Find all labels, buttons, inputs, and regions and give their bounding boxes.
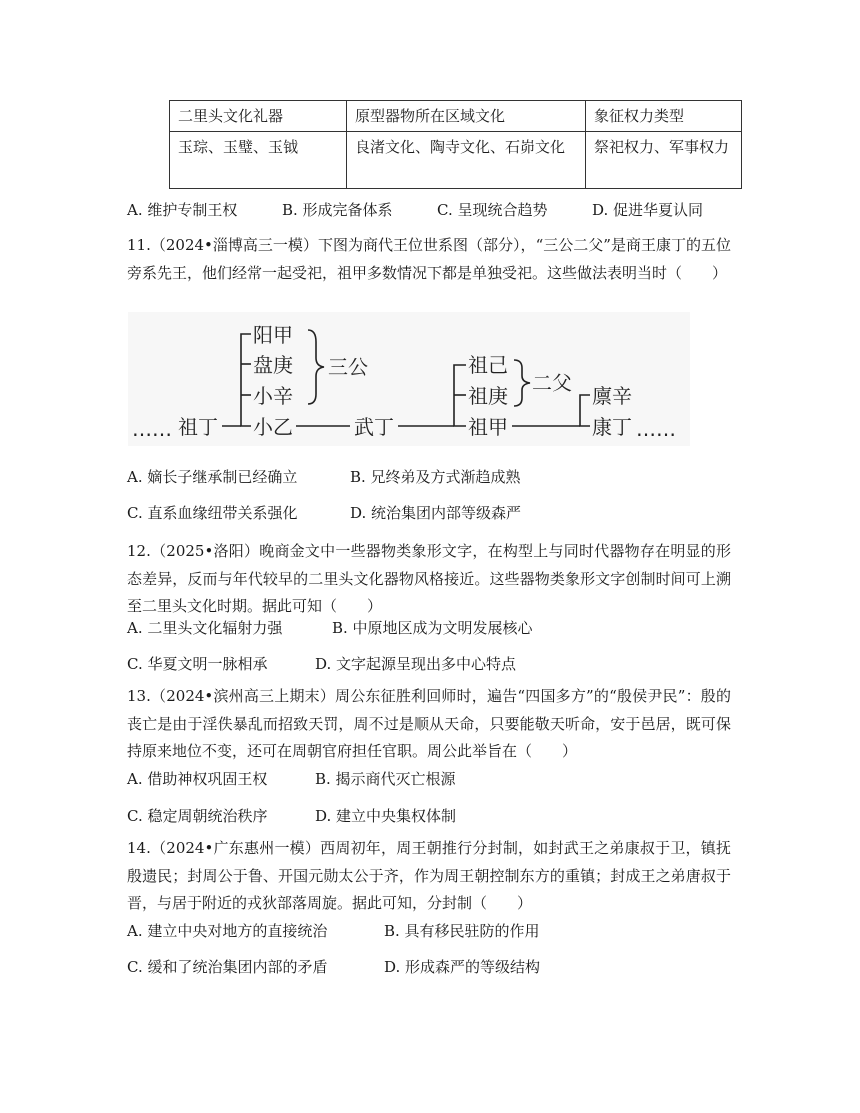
question-14-text: 14.（2024•广东惠州一模）西周初年，周王朝推行分封制，如封武王之弟康叔于卫，镇抚殷遗民；封周公于鲁、开国元勋太公于齐，作为周王朝控制东方的重镇；封成王之弟唐叔于晋，与居于附近的戎狄部落周旋。据此可知，分封制（ ） — [127, 839, 731, 912]
succession-diagram — [128, 312, 690, 446]
table-header-cell: 象征权力类型 — [586, 101, 742, 132]
king-xiaoyi: 小乙 — [253, 415, 293, 439]
option-c[interactable]: C. 直系血缘纽带关系强化 — [127, 504, 298, 522]
option-b[interactable]: B. 具有移民驻防的作用 — [384, 922, 540, 940]
king-zuji: 祖己 — [468, 353, 508, 377]
king-kangding: 康丁 — [592, 415, 632, 439]
q14-options-row1 — [127, 920, 540, 941]
q13-options-row2 — [127, 805, 456, 826]
option-a[interactable]: A. 嫡长子继承制已经确立 — [127, 468, 298, 486]
q11-options-row2 — [127, 502, 521, 523]
table-cell: 良渚文化、陶寺文化、石峁文化 — [347, 132, 586, 189]
q12-options-row2 — [127, 653, 516, 674]
brace-erfu — [514, 360, 530, 406]
table-row — [170, 132, 742, 189]
option-d[interactable]: D. 促进华夏认同 — [592, 201, 704, 219]
q14-options-row2 — [127, 956, 540, 977]
option-a[interactable]: A. 二里头文化辐射力强 — [127, 619, 283, 637]
option-c[interactable]: C. 华夏文明一脉相承 — [127, 655, 268, 673]
king-linxin: 廪辛 — [592, 384, 632, 408]
option-b[interactable]: B. 形成完备体系 — [282, 201, 393, 219]
table-header-row — [170, 101, 742, 132]
king-xiaoxin: 小辛 — [253, 384, 293, 408]
king-zugeng: 祖庚 — [468, 384, 508, 408]
q12-options-row1 — [127, 617, 533, 638]
brace-sangong — [308, 330, 324, 404]
question-12-text: 12.（2025•洛阳）晚商金文中一些器物类象形文字，在构型上与同时代器物存在明显的形态差异，反而与年代较早的二里头文化器物风格接近。这些器物类象形文字创制时间可上溯至二里头文化时期。据此可知（ ） — [127, 542, 731, 615]
option-c[interactable]: C. 呈现统合趋势 — [437, 201, 548, 219]
option-d[interactable]: D. 统治集团内部等级森严 — [350, 504, 522, 522]
question-11-text: 11.（2024•淄博高三一模）下图为商代王位世系图（部分），“三公二父”是商王康丁的五位旁系先王，他们经常一起受祀，祖甲多数情况下都是单独受祀。这些做法表明当时（ ） — [127, 236, 731, 282]
king-pangeng: 盘庚 — [253, 353, 293, 377]
king-wuding: 武丁 — [354, 415, 394, 439]
option-b[interactable]: B. 兄终弟及方式渐趋成熟 — [350, 468, 521, 486]
option-c[interactable]: C. 缓和了统治集团内部的矛盾 — [127, 958, 328, 976]
table-header-cell: 原型器物所在区域文化 — [347, 101, 586, 132]
dots-left: …… — [132, 417, 172, 441]
bracket-line — [241, 334, 251, 426]
option-a[interactable]: A. 建立中央对地方的直接统治 — [127, 922, 328, 940]
option-c[interactable]: C. 稳定周朝统治秩序 — [127, 807, 268, 825]
option-b[interactable]: B. 揭示商代灭亡根源 — [315, 770, 456, 788]
succession-diagram-svg — [128, 312, 690, 446]
q10-options — [127, 199, 703, 220]
table-cell: 玉琮、玉璧、玉钺 — [170, 132, 347, 189]
question-13-text: 13.（2024•滨州高三上期末）周公东征胜利回师时，遍告“四国多方”的“殷侯尹民”：殷的丧亡是由于淫佚暴乱而招致天罚，周不过是顺从天命，只要能敬天听命，安于邑居，既可保持原来地位不变，还可在周朝官府担任官职。周公此举旨在（ ） — [127, 687, 731, 760]
option-d[interactable]: D. 建立中央集权体制 — [315, 807, 457, 825]
option-a[interactable]: A. 维护专制王权 — [127, 201, 238, 219]
table-header-cell: 二里头文化礼器 — [170, 101, 347, 132]
option-b[interactable]: B. 中原地区成为文明发展核心 — [332, 619, 533, 637]
artifact-table — [169, 100, 742, 189]
bracket-line — [580, 395, 590, 426]
q11-options-row1 — [127, 466, 521, 487]
label-sangong: 三公 — [328, 355, 368, 379]
option-d[interactable]: D. 形成森严的等级结构 — [384, 958, 541, 976]
table-cell: 祭祀权力、军事权力 — [586, 132, 742, 189]
q13-options-row1 — [127, 768, 456, 789]
dots-right: …… — [636, 417, 676, 441]
option-d[interactable]: D. 文字起源呈现出多中心特点 — [315, 655, 517, 673]
king-zuding: 祖丁 — [178, 415, 218, 439]
king-yangjia: 阳甲 — [253, 323, 293, 347]
label-erfu: 二父 — [532, 371, 572, 395]
option-a[interactable]: A. 借助神权巩固王权 — [127, 770, 268, 788]
king-zujia: 祖甲 — [468, 415, 508, 439]
